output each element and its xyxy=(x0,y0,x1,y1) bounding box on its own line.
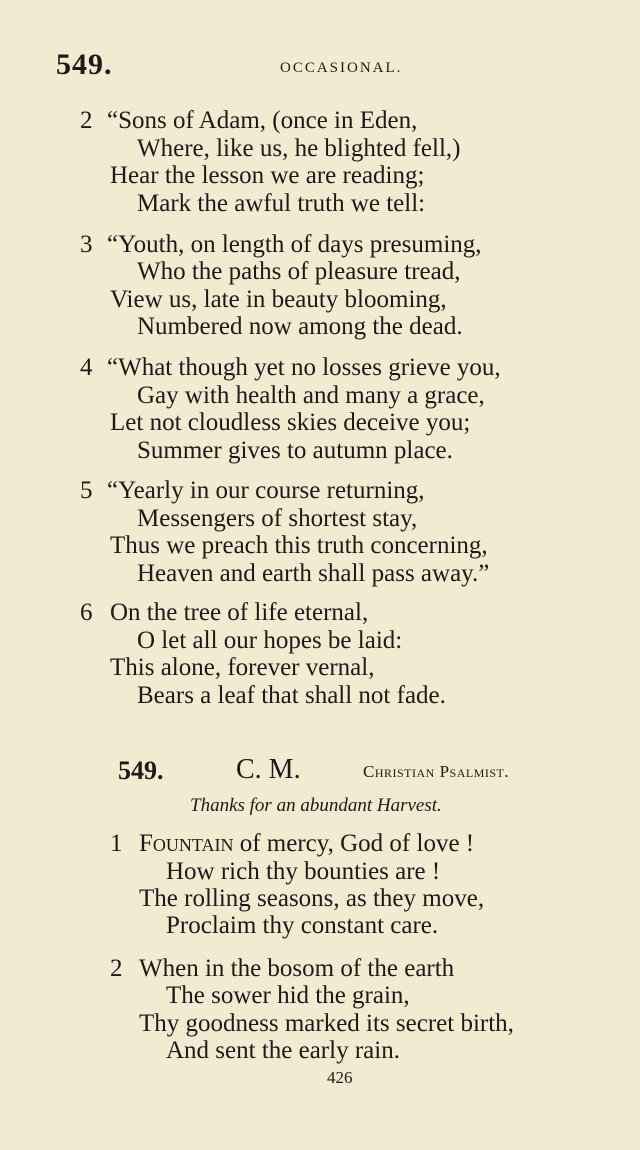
stanza-line: View us, late in beauty blooming, xyxy=(110,286,447,313)
first-line-rest: of mercy, God of love ! xyxy=(233,830,475,857)
stanza-line: Heaven and earth shall pass away.” xyxy=(137,560,490,587)
stanza-line: Summer gives to autumn place. xyxy=(137,437,453,464)
stanza-number: 6 xyxy=(80,599,93,626)
stanza-line: Gay with health and many a grace, xyxy=(137,382,485,409)
stanza-line: “Yearly in our course returning, xyxy=(107,477,425,504)
first-word-small-caps: Fountain xyxy=(139,830,234,857)
hymn-number: 549. xyxy=(118,756,164,785)
stanza-line: “Sons of Adam, (once in Eden, xyxy=(107,107,418,134)
hymn-author: Christian Psalmist. xyxy=(363,762,510,781)
stanza-line: This alone, forever vernal, xyxy=(110,654,375,681)
stanza-line: Let not cloudless skies deceive you; xyxy=(110,409,471,436)
header-hymn-number: 549. xyxy=(56,48,113,81)
stanza-line: Messengers of shortest stay, xyxy=(137,505,418,532)
stanza-line: Thus we preach this truth concerning, xyxy=(110,532,488,559)
stanza-line: The sower hid the grain, xyxy=(166,982,410,1009)
stanza-line: Mark the awful truth we tell: xyxy=(137,190,426,217)
stanza-line: Hear the lesson we are reading; xyxy=(110,162,425,189)
stanza-line: O let all our hopes be laid: xyxy=(137,627,403,654)
stanza-line: The rolling seasons, as they move, xyxy=(139,885,485,912)
stanza-line: How rich thy bounties are ! xyxy=(166,858,441,885)
stanza-line: Bears a leaf that shall not fade. xyxy=(137,682,446,709)
stanza-line: When in the bosom of the earth xyxy=(139,955,455,982)
stanza-number: 2 xyxy=(110,955,123,982)
stanza-line: Where, like us, he blighted fell,) xyxy=(137,135,461,162)
stanza-line: “Youth, on length of days presuming, xyxy=(107,231,482,258)
hymn-meter: C. M. xyxy=(236,754,301,785)
stanza-first-line xyxy=(139,830,474,858)
page-number: 426 xyxy=(327,1068,353,1087)
stanza-line: Who the paths of pleasure tread, xyxy=(137,258,461,285)
stanza-number: 3 xyxy=(80,231,93,258)
stanza-line: And sent the early rain. xyxy=(166,1037,400,1064)
stanza-number: 1 xyxy=(110,830,123,857)
stanza-number: 4 xyxy=(80,354,93,381)
stanza-line: “What though yet no losses grieve you, xyxy=(107,354,501,381)
header-section-title: OCCASIONAL. xyxy=(280,60,403,76)
stanza-line: Proclaim thy constant care. xyxy=(166,912,439,939)
stanza-number: 2 xyxy=(80,107,93,134)
hymn-subtitle: Thanks for an abundant Harvest. xyxy=(190,795,442,816)
stanza-line: On the tree of life eternal, xyxy=(110,599,369,626)
stanza-number: 5 xyxy=(80,477,93,504)
stanza-line: Thy goodness marked its secret birth, xyxy=(139,1010,514,1037)
stanza-line: Numbered now among the dead. xyxy=(137,313,463,340)
